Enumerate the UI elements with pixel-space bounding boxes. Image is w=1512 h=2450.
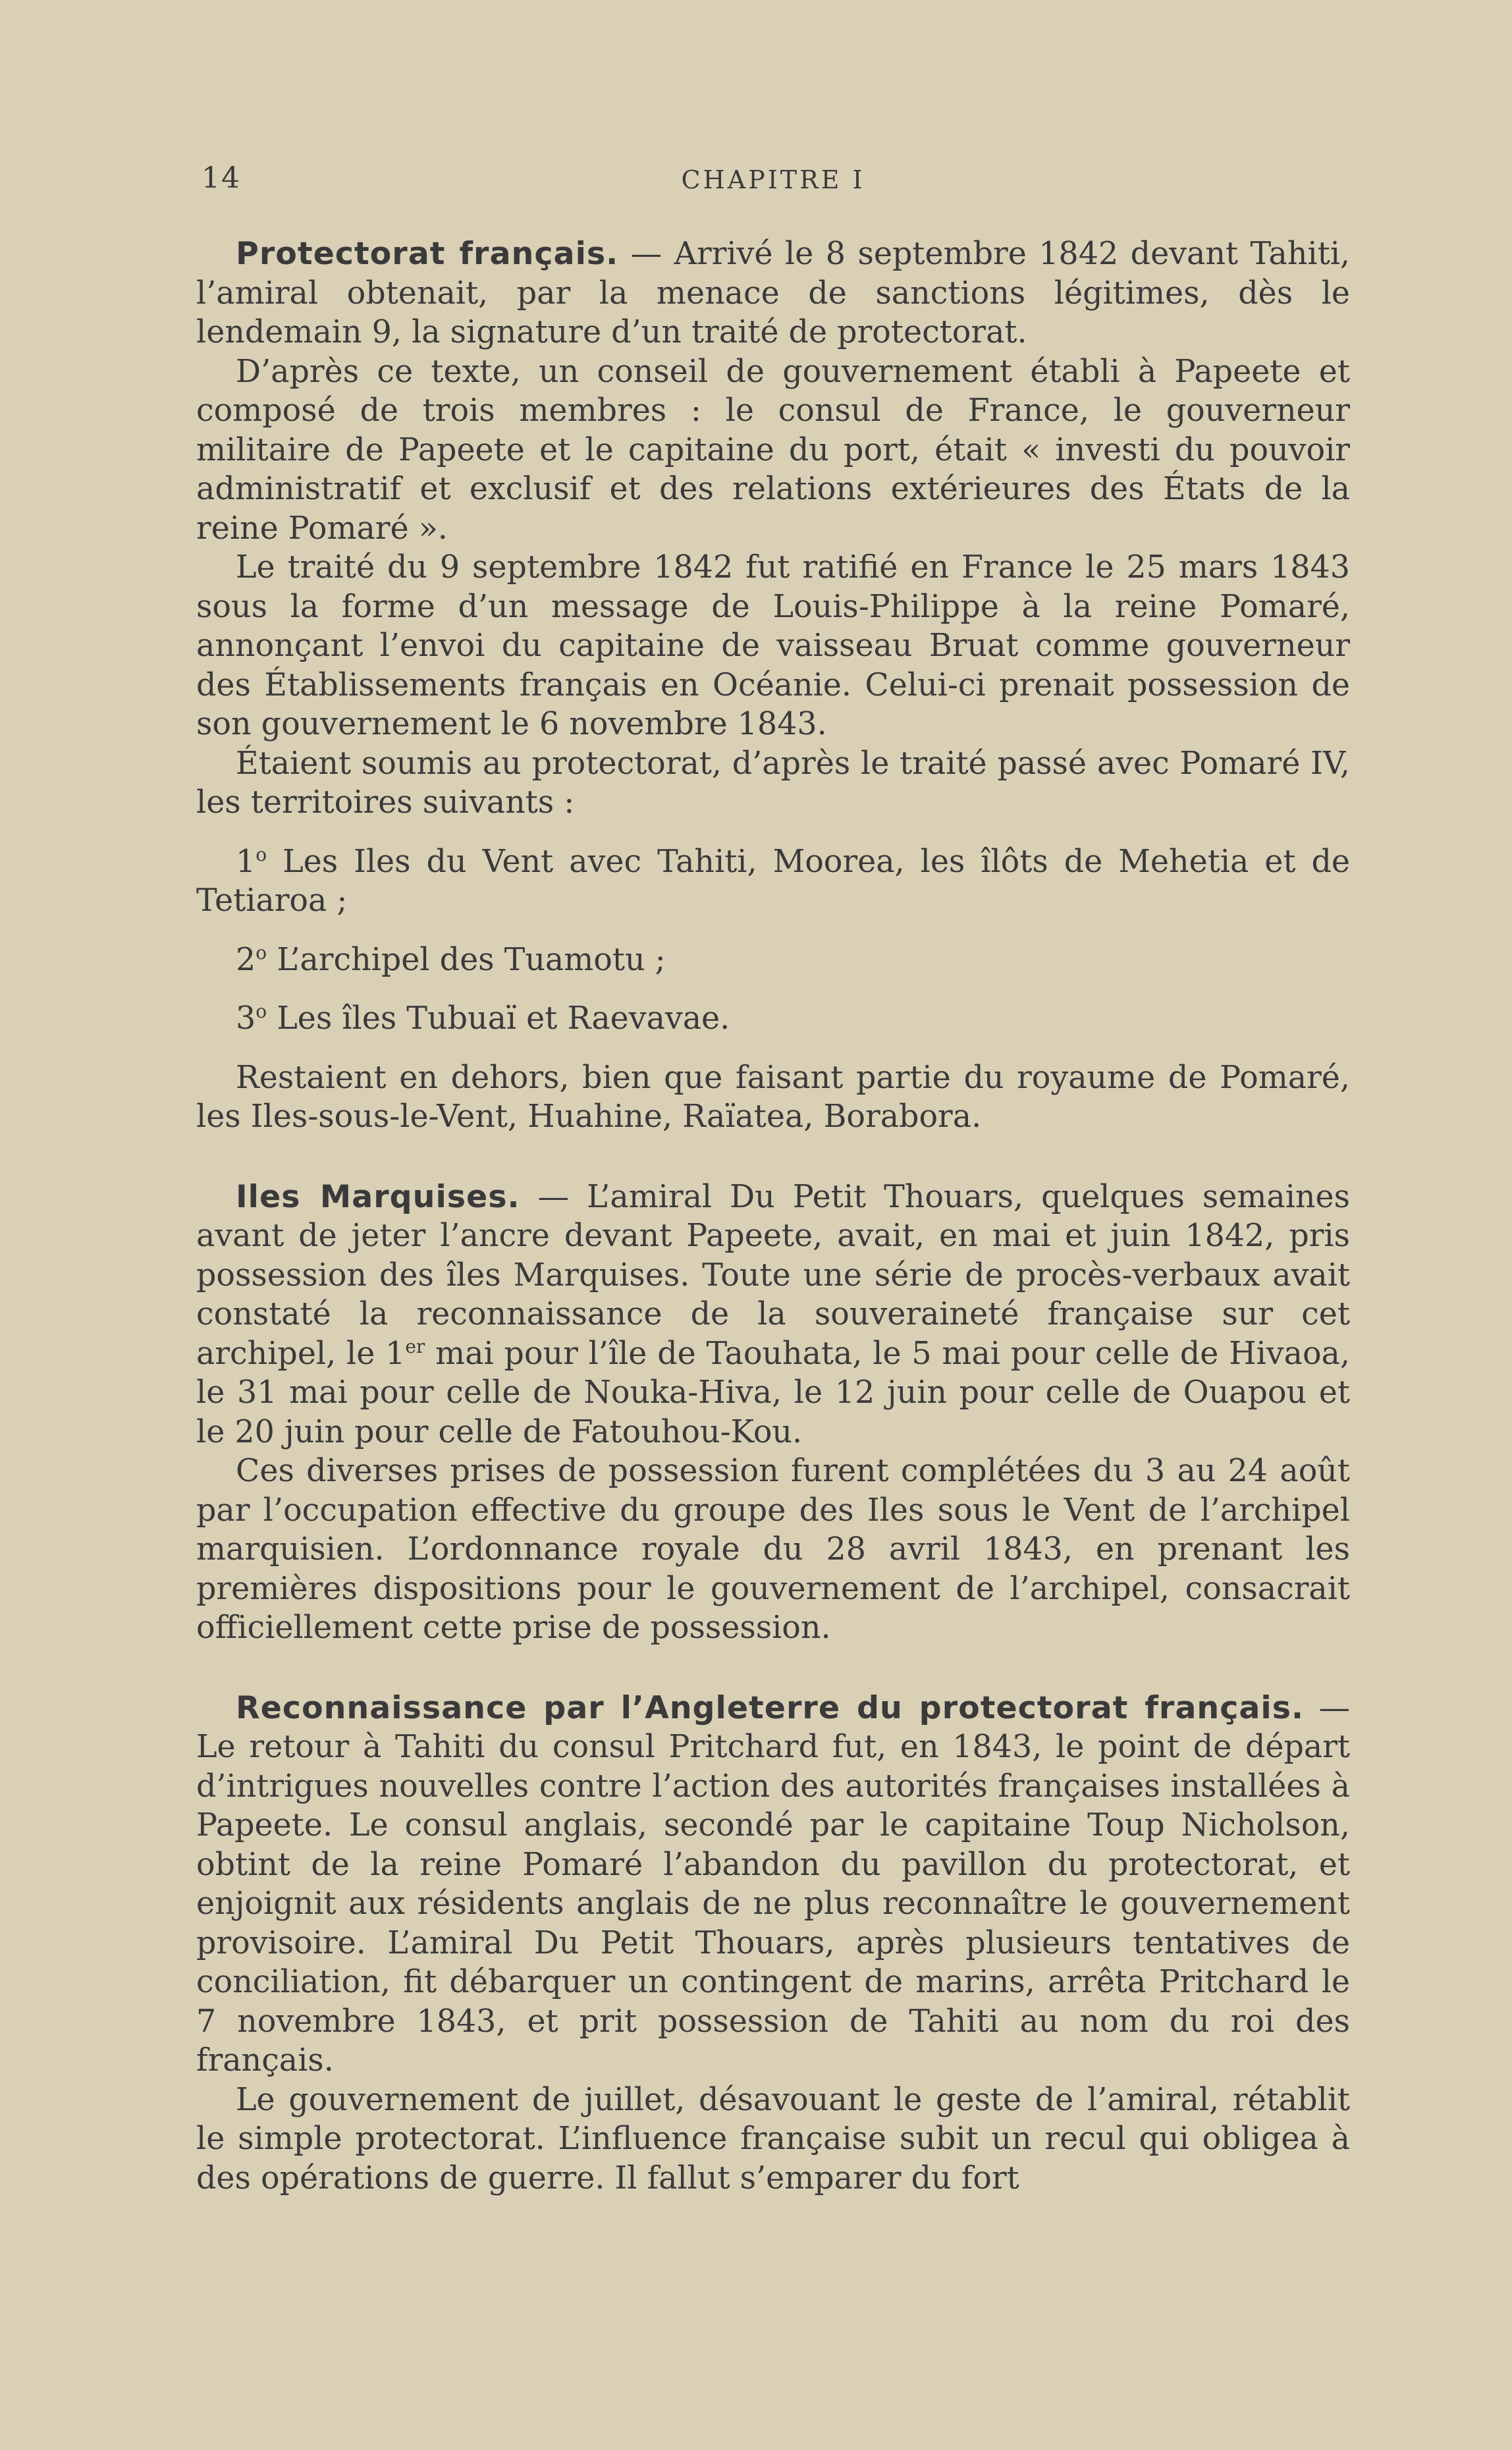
paragraph-marquises-intro: Iles Marquises. — L’amiral Du Petit Thouars, quelques semaines avant de jeter l’ancre devant Papeete, avait, en mai et juin 1842, pris possession des îles Marquises. Toute une série de procès-verbaux avait constaté la reconnaissance de la souveraineté française sur cet archipel, le 1er mai pour l’île de Taouhata, le 5 mai pour celle de Hivaoa, le 31 mai pour celle de Nouka-Hiva, le 12 juin pour celle de Ouapou et le 20 juin pour celle de Fatouhou-Kou.	[196, 1178, 1350, 1450]
running-header	[195, 161, 1351, 201]
paragraph: D’après ce texte, un conseil de gouvernement établi à Papeete et composé de trois membres : le consul de France, le gouverneur militaire de Papeete et le capitaine du port, était « investi du pouvoir administratif et exclusif et des relations extérieures des États de la reine Pomaré ».	[196, 353, 1350, 547]
section-heading-protectorat: Protectorat français.	[236, 236, 619, 272]
page-body	[196, 234, 1350, 2198]
paragraph: Le gouvernement de juillet, désavouant le geste de l’amiral, rétablit le simple protectorat. L’influence française subit un recul qui obligea à des opérations de guerre. Il fallut s’emparer du fort	[196, 2081, 1350, 2196]
paragraph-reconnaissance-intro: Reconnaissance par l’Angleterre du protectorat français. — Le retour à Tahiti du consul Pritchard fut, en 1843, le point de départ d’intrigues nouvelles contre l’action des autorités françaises installées à Papeete. Le consul anglais, secondé par le capitaine Toup Nicholson, obtint de la reine Pomaré l’abandon du pavillon du protectorat, et enjoignit aux résidents anglais de ne plus reconnaître le gouvernement provisoire. L’amiral Du Petit Thouars, après plusieurs tentatives de conciliation, fit débarquer un contingent de marins, arrêta Pritchard le 7 novembre 1843, et prit possession de Tahiti au nom du roi des français.	[196, 1689, 1350, 2079]
section-heading-reconnaissance: Reconnaissance par l’Angleterre du protectorat français.	[236, 1689, 1305, 1726]
list-item-1: 1$^o$ Les Iles du Vent avec Tahiti, Moorea, les îlôts de Mehetia et de Tetiaroa ;	[196, 843, 1350, 919]
paragraph-text: — Arrivé le 8 septembre 1842 devant Tahiti, l’amiral obtenait, par la menace de sanctions légitimes, dès le lendemain 9, la signature d’un traité de protectorat.	[196, 236, 1350, 350]
paragraph: Restaient en dehors, bien que faisant partie du royaume de Pomaré, les Iles-sous-le-Vent, Huahine, Raïatea, Borabora.	[196, 1059, 1350, 1135]
paragraph: Ces diverses prises de possession furent complétées du 3 au 24 août par l’occupation effective du groupe des Iles sous le Vent de l’archipel marquisien. L’ordonnance royale du 28 avril 1843, en prenant les premières dispositions pour le gouvernement de l’archipel, consacrait officiellement cette prise de possession.	[196, 1453, 1350, 1646]
list-item-3: 3$^o$ Les îles Tubuaï et Raevavae.	[236, 1000, 730, 1037]
section-heading-marquises: Iles Marquises.	[236, 1178, 520, 1215]
paragraph: Le traité du 9 septembre 1842 fut ratifié en France le 25 mars 1843 sous la forme d’un message de Louis-Philippe à la reine Pomaré, annonçant l’envoi du capitaine de vaisseau Bruat comme gouverneur des Établissements français en Océanie. Celui-ci prenait possession de son gouvernement le 6 novembre 1843.	[196, 549, 1350, 742]
paragraph-protectorat-intro	[196, 234, 1350, 352]
chapter-title: CHAPITRE I	[681, 165, 865, 194]
list-item-2: 2$^o$ L’archipel des Tuamotu ;	[236, 941, 666, 978]
paragraph: Étaient soumis au protectorat, d’après le traité passé avec Pomaré IV, les territoires suivants :	[196, 745, 1350, 821]
page-number: 14	[202, 161, 241, 195]
